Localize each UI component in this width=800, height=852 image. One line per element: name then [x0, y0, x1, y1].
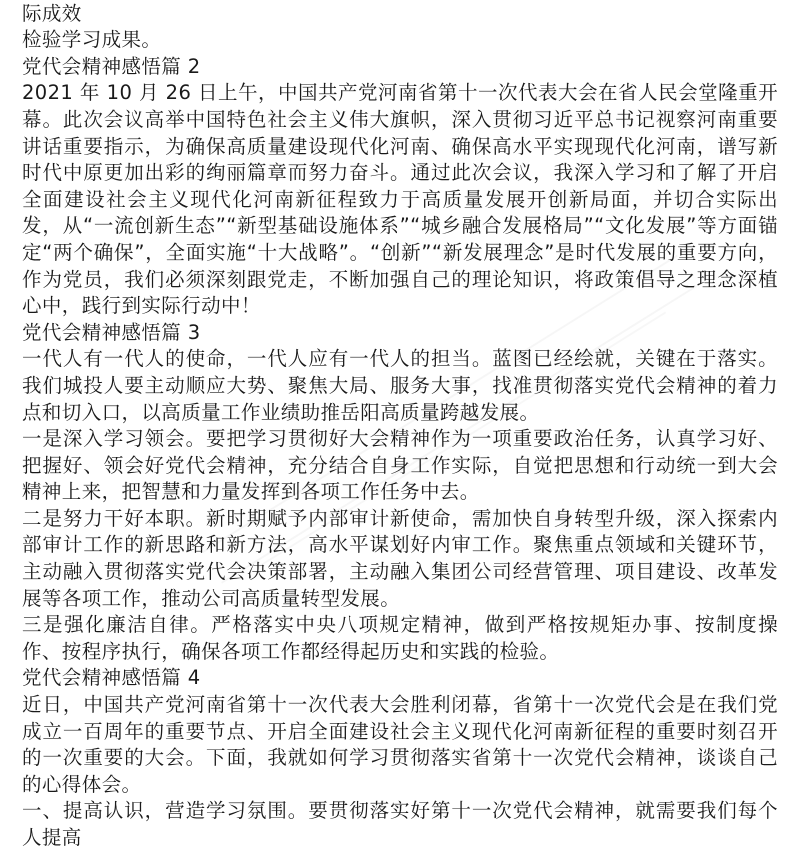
section-heading: 党代会精神感悟篇 3 — [22, 320, 201, 344]
section-paragraph: 2021 年 10 月 26 日上午，中国共产党河南省第十一次代表大会在省人民会堂隆重开幕。此次会议高举中国特色社会主义伟大旗帜，深入贯彻习近平总书记视察河南重要讲话重要指示，为确保高质量建设现代化河南、确保高水平实现现代化河南，谱写新时代中原更加出彩的绚丽篇章而努力奋斗。通过此次会议，我深入学习和了解了开启全面建设社会主义现代化河南新征程致力于高质量发展开创新局面，并切合实际出发，从“一流创新生态”“新型基础设施体系”“城乡融合发展格局”“文化发展”等方面锚定“两个确保”，全面实施“十大战略”。“创新”“新发展理念”是时代发展的重要方向，作为党员，我们必须深刻跟党走，不断加强自己的理论知识，将政策倡导之理念深植心中，践行到实际行动中！ — [22, 81, 778, 318]
section-paragraph: 二是努力干好本职。新时期赋予内部审计新使命，需加快自身转型升级，深入探索内部审计工作的新思路和新方法，高水平谋划好内审工作。聚焦重点领域和关键环节，主动融入贯彻落实党代会决策部署，主动融入集团公司经营管理、项目建设、改革发展等各项工作，推动公司高质量转型发展。 — [22, 506, 778, 610]
section-paragraph: 三是强化廉洁自律。严格落实中央八项规定精神，做到严格按规矩办事、按制度操作、按程序执行，确保各项工作都经得起历史和实践的检验。 — [22, 613, 778, 663]
intro-line: 检验学习成果。 — [22, 28, 162, 52]
intro-line: 际成效 — [22, 1, 82, 25]
section-heading: 党代会精神感悟篇 2 — [22, 54, 201, 78]
section-4 — [22, 665, 778, 851]
section-paragraph: 近日，中国共产党河南省第十一次代表大会胜利闭幕，省第十一次党代会是在我们党成立一百周年的重要节点、开启全面建设社会主义现代化河南新征程的重要时刻召开的一次重要的大会。下面，我就如何学习贯彻落实省第十一次党代会精神，谈谈自己的心得体会。 — [22, 693, 778, 796]
section-paragraph: 一、提高认识，营造学习氛围。要贯彻落实好第十一次党代会精神，就需要我们每个人提高 — [22, 799, 778, 849]
section-paragraph: 一代人有一代人的使命，一代人应有一代人的担当。蓝图已经绘就，关键在于落实。我们城投人要主动顺应大势、聚焦大局、服务大事，找准贯彻落实党代会精神的着力点和切入口，以高质量工作业绩助推岳阳高质量跨越发展。 — [22, 347, 778, 424]
intro-paragraph — [22, 0, 778, 54]
section-paragraph: 一是深入学习领会。要把学习贯彻好大会精神作为一项重要政治任务，认真学习好、把握好、领会好党代会精神，充分结合自身工作实际，自觉把思想和行动统一到大会精神上来，把智慧和力量发挥到各项工作任务中去。 — [22, 427, 778, 504]
section-2 — [22, 54, 778, 320]
section-3 — [22, 320, 778, 666]
section-heading: 党代会精神感悟篇 4 — [22, 666, 201, 690]
